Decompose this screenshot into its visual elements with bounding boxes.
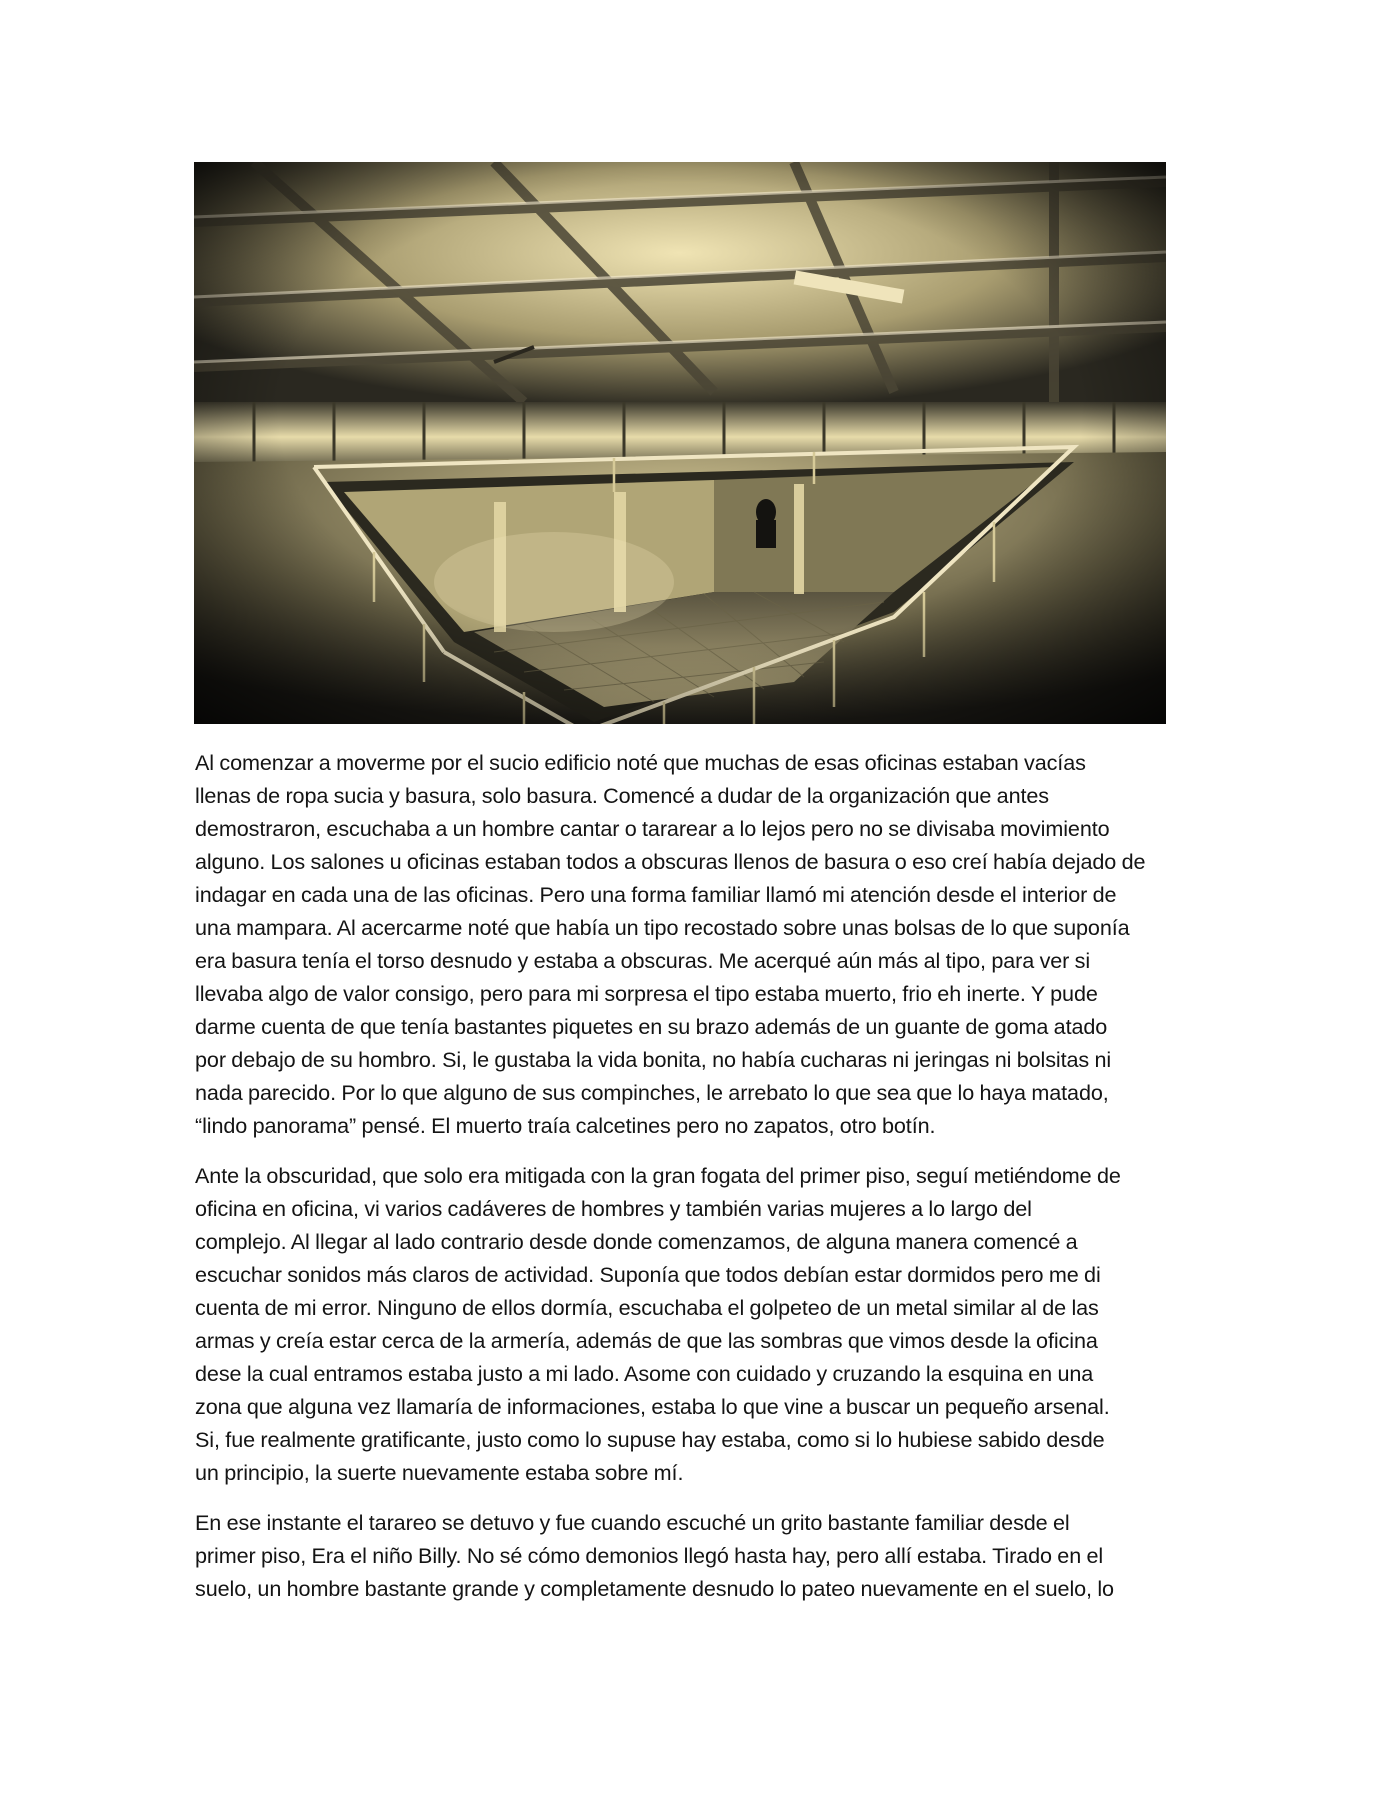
text-line: era basura tenía el torso desnudo y estaba a obscuras. Me acerqué aún más al tipo, para ver si [195, 948, 1091, 973]
text-line: dese la cual entramos estaba justo a mi lado. Asome con cuidado y cruzando la esquina en una [195, 1361, 1094, 1386]
text-line: una mampara. Al acercarme noté que había un tipo recostado sobre unas bolsas de lo que suponía [195, 915, 1130, 940]
paragraph-1 [195, 746, 1210, 1142]
text-line: zona que alguna vez llamaría de informaciones, estaba lo que vine a buscar un pequeño arsenal. [195, 1394, 1110, 1419]
text-line: armas y creía estar cerca de la armería, además de que las sombras que vimos desde la oficina [195, 1328, 1098, 1353]
body-text [195, 746, 1210, 1622]
paragraph-2 [195, 1159, 1210, 1489]
text-line: suelo, un hombre bastante grande y completamente desnudo lo pateo nuevamente en el suelo, lo [195, 1576, 1114, 1601]
paragraph-3 [195, 1506, 1210, 1605]
text-line: darme cuenta de que tenía bastantes piquetes en su brazo además de un guante de goma atado [195, 1014, 1108, 1039]
text-line: llenas de ropa sucia y basura, solo basura. Comencé a dudar de la organización que antes [195, 783, 1049, 808]
text-line: Ante la obscuridad, que solo era mitigada con la gran fogata del primer piso, seguí metiéndome de [195, 1163, 1121, 1188]
atrium-illustration [194, 162, 1166, 724]
text-line: por debajo de su hombro. Si, le gustaba la vida bonita, no había cucharas ni jeringas ni bolsitas ni [195, 1047, 1112, 1072]
text-line: Al comenzar a moverme por el sucio edificio noté que muchas de esas oficinas estaban vacías [195, 750, 1086, 775]
text-line: nada parecido. Por lo que alguno de sus compinches, le arrebato lo que sea que lo haya matado, [195, 1080, 1109, 1105]
text-line: complejo. Al llegar al lado contrario desde donde comenzamos, de alguna manera comencé a [195, 1229, 1078, 1254]
text-line: indagar en cada una de las oficinas. Pero una forma familiar llamó mi atención desde el interior de [195, 882, 1117, 907]
text-line: cuenta de mi error. Ninguno de ellos dormía, escuchaba el golpeteo de un metal similar al de las [195, 1295, 1099, 1320]
text-line: oficina en oficina, vi varios cadáveres de hombres y también varias mujeres a lo largo del [195, 1196, 1032, 1221]
text-line: escuchar sonidos más claros de actividad. Suponía que todos debían estar dormidos pero me di [195, 1262, 1101, 1287]
text-line: En ese instante el tarareo se detuvo y fue cuando escuché un grito bastante familiar desde el [195, 1510, 1070, 1535]
text-line: alguno. Los salones u oficinas estaban todos a obscuras llenos de basura o eso creí había dejado de [195, 849, 1146, 874]
text-line: Si, fue realmente gratificante, justo como lo supuse hay estaba, como si lo hubiese sabido desde [195, 1427, 1105, 1452]
atrium-illustration-icon [194, 162, 1166, 724]
text-line: primer piso, Era el niño Billy. No sé cómo demonios llegó hasta hay, pero allí estaba. Tirado en el [195, 1543, 1104, 1568]
text-line: demostraron, escuchaba a un hombre cantar o tararear a lo lejos pero no se divisaba movimiento [195, 816, 1110, 841]
text-line: llevaba algo de valor consigo, pero para mi sorpresa el tipo estaba muerto, frio eh inerte. Y pude [195, 981, 1098, 1006]
text-line: “lindo panorama” pensé. El muerto traía calcetines pero no zapatos, otro botín. [195, 1113, 936, 1138]
text-line: un principio, la suerte nuevamente estaba sobre mí. [195, 1460, 684, 1485]
